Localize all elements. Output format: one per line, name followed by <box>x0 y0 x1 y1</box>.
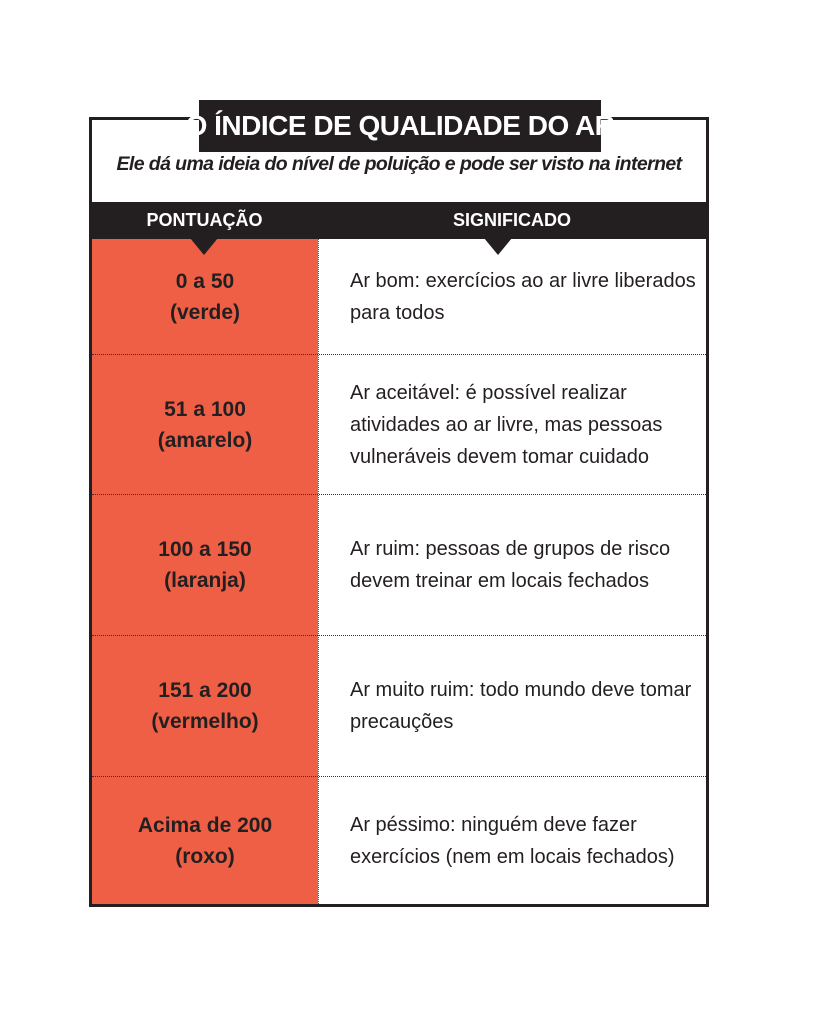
infographic-title: O ÍNDICE DE QUALIDADE DO AR <box>199 100 601 152</box>
aqi-range: 51 a 100 <box>164 397 246 421</box>
column-divider <box>318 239 319 904</box>
aqi-range: 100 a 150 <box>158 538 252 561</box>
aqi-color-name: (verde) <box>169 300 241 324</box>
column-header-score: PONTUAÇÃO <box>146 210 263 230</box>
column-header-meaning: SIGNIFICADO <box>452 210 571 230</box>
table-row-meaning <box>350 495 700 635</box>
table-row-meaning <box>350 355 700 494</box>
aqi-meaning: Ar muito ruim: todo mundo deve tomar precauções <box>350 679 692 733</box>
aqi-range: Acima de 200 <box>137 813 273 837</box>
table-row-meaning <box>350 777 700 904</box>
table-row-score <box>92 777 318 904</box>
aqi-meaning: Ar ruim: pessoas de grupos de risco devem treinar em locais fechados <box>350 538 671 592</box>
aqi-color-name: (amarelo) <box>157 428 253 452</box>
table-row-score <box>92 239 318 354</box>
infographic-subtitle: Ele dá uma ideia do nível de poluição e pode ser visto na internet <box>116 153 682 175</box>
table-row-meaning <box>350 636 700 776</box>
aqi-meaning: Ar aceitável: é possível realizar atividades ao ar livre, mas pessoas vulneráveis devem tomar cuidado <box>350 381 663 468</box>
aqi-range: 151 a 200 <box>158 679 252 702</box>
table-row-score <box>92 495 318 635</box>
aqi-meaning: Ar péssimo: ninguém deve fazer exercícios (nem em locais fechados) <box>350 813 675 868</box>
table-row-score <box>92 355 318 494</box>
table-row-meaning <box>350 239 700 354</box>
aqi-range: 0 a 50 <box>175 269 235 293</box>
aqi-color-name: (roxo) <box>175 844 235 868</box>
aqi-color-name: (laranja) <box>164 569 246 592</box>
aqi-meaning: Ar bom: exercícios ao ar livre liberados para todos <box>350 269 696 324</box>
table-row-score <box>92 636 318 776</box>
aqi-color-name: (vermelho) <box>151 710 259 733</box>
